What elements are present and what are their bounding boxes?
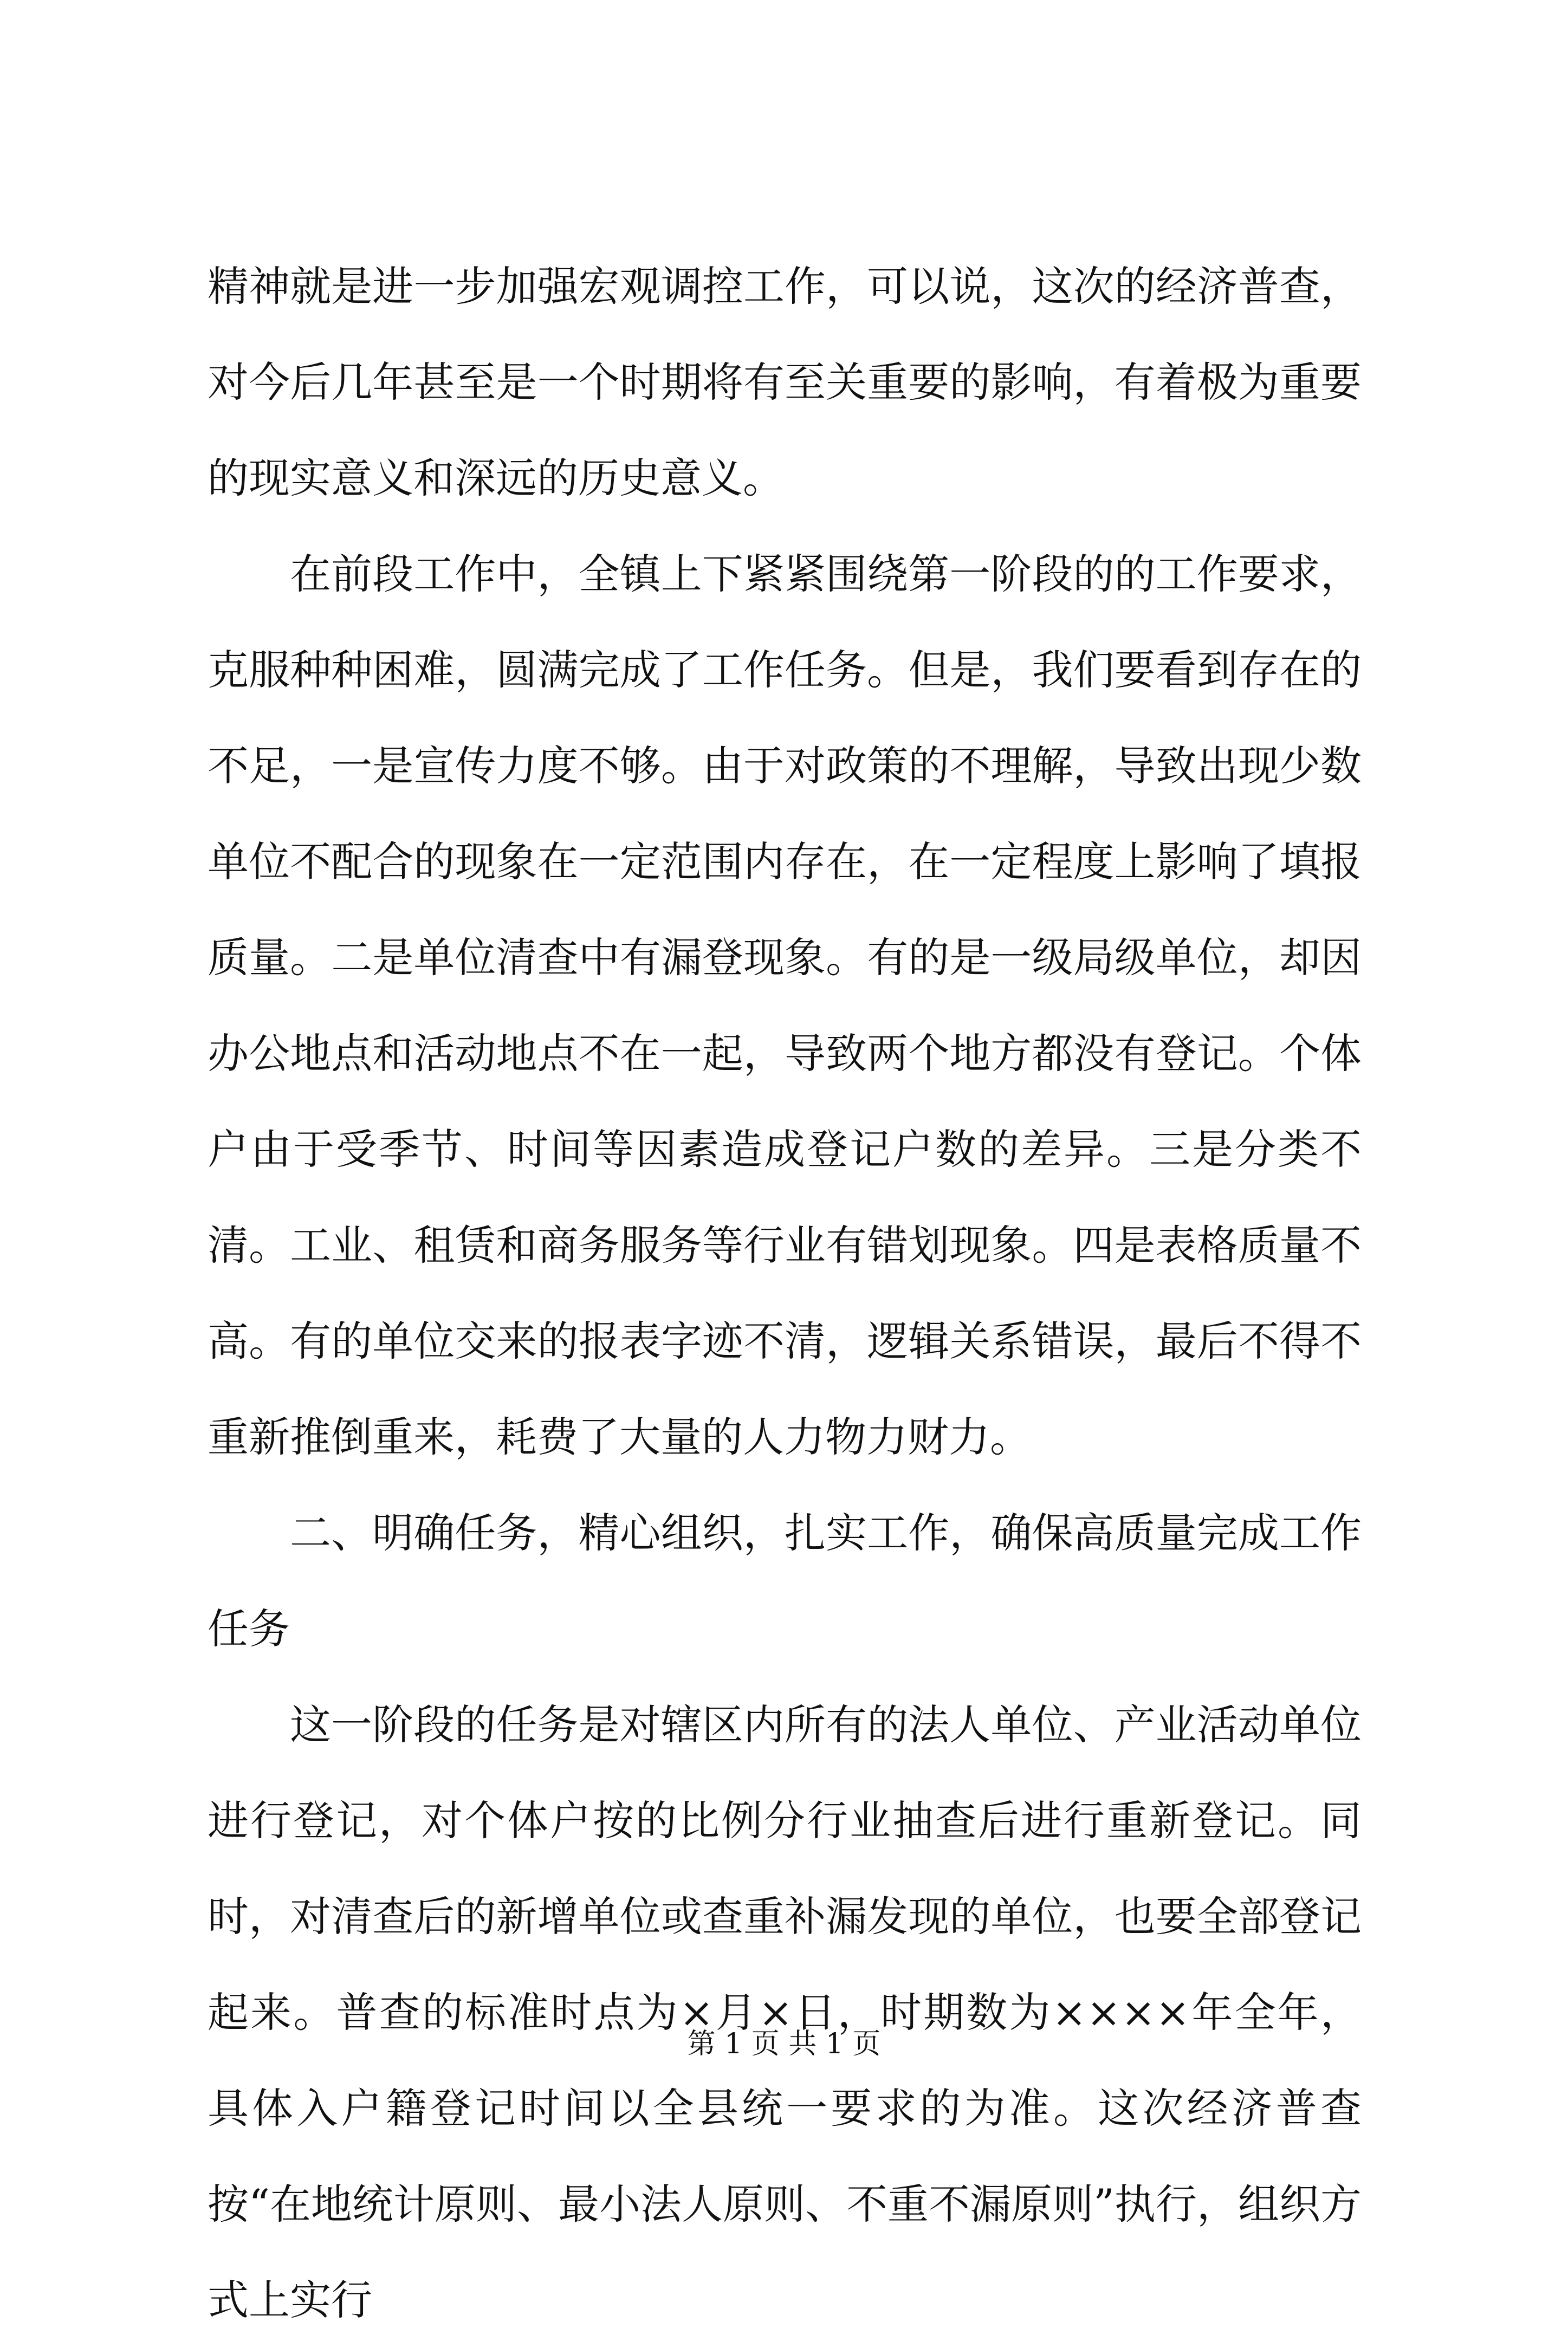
section-heading: 二、明确任务，精心组织，扎实工作，确保高质量完成工作任务: [208, 1509, 1362, 1653]
paragraph-continuation: 精神就是进一步加强宏观调控工作，可以说，这次的经济普查，对今后几年甚至是一个时期将有至关重要的影响，有着极为重要的现实意义和深远的历史意义。: [208, 262, 1362, 502]
page-footer: 第 1 页 共 1 页: [687, 2028, 881, 2060]
paragraph-tasks: 这一阶段的任务是对辖区内所有的法人单位、产业活动单位进行登记，对个体户按的比例分行业抽查后进行重新登记。同时，对清查后的新增单位或查重补漏发现的单位，也要全部登记起来。普查的标准时点为×月×日，时期数为××××年全年，具体入户籍登记时间以全县统一要求的为准。这次经济普查按“在地统计原则、最小法人原则、不重不漏原则”执行，组织方式上实行: [208, 1701, 1362, 2324]
paragraph-shortcomings: 在前段工作中，全镇上下紧紧围绕第一阶段的的工作要求，克服种种困难，圆满完成了工作任务。但是，我们要看到存在的不足，一是宣传力度不够。由于对政策的不理解，导致出现少数单位不配合的现象在一定范围内存在，在一定程度上影响了填报质量。二是单位清查中有漏登现象。有的是一级局级单位，却因办公地点和活动地点不在一起，导致两个地方都没有登记。个体户由于受季节、时间等因素造成登记户数的差异。三是分类不清。工业、租赁和商务服务等行业有错划现象。四是表格质量不高。有的单位交来的报表字迹不清，逻辑关系错误，最后不得不重新推倒重来，耗费了大量的人力物力财力。: [208, 550, 1362, 1461]
